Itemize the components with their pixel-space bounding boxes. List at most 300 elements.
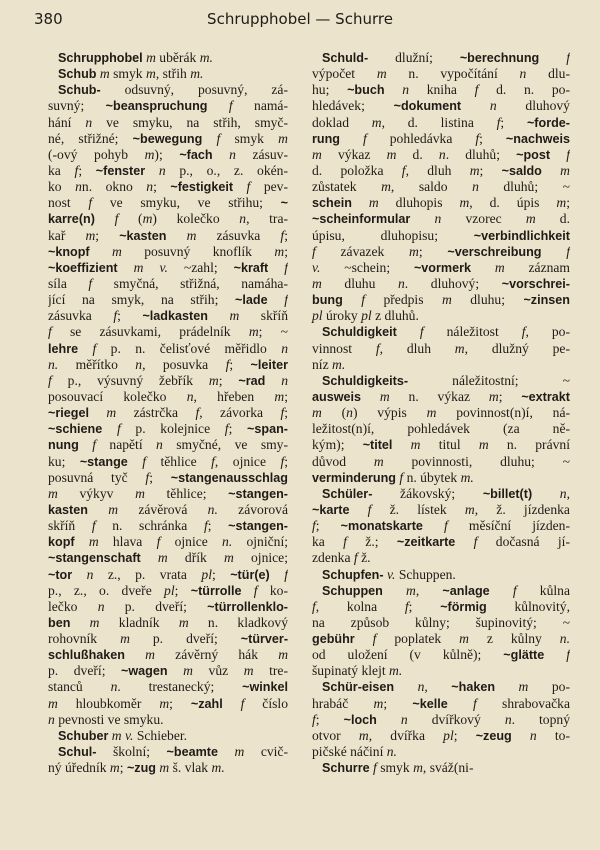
headword: ben — [48, 615, 71, 630]
gloss-text: , saldo — [390, 179, 473, 195]
grammar-label: f — [211, 453, 215, 469]
gloss-text: ; — [498, 388, 522, 404]
gloss-text: níz — [312, 356, 333, 372]
grammar-label: m — [454, 340, 465, 356]
grammar-label: f — [156, 534, 161, 550]
entry-line — [48, 599, 288, 615]
grammar-label: pl — [312, 308, 323, 324]
entry-line — [312, 115, 570, 131]
entry-line — [312, 228, 570, 244]
entry-line — [48, 82, 288, 98]
grammar-label: m — [109, 760, 120, 776]
grammar-label: n — [97, 598, 105, 614]
headword: ~titel — [362, 438, 393, 453]
entry-line — [312, 486, 570, 502]
entry-line — [312, 599, 570, 615]
grammar-label: m — [243, 663, 254, 679]
gloss-text: poplatek — [376, 631, 460, 647]
headword: nung — [48, 438, 79, 453]
gloss-text: ; — [418, 243, 448, 259]
gloss-text: lečko — [48, 598, 98, 614]
entry-line — [312, 615, 570, 631]
grammar-label: f — [74, 162, 79, 178]
gloss-text — [541, 244, 566, 259]
grammar-label: m — [224, 550, 234, 566]
gloss-text: ~zahl; — [167, 259, 234, 275]
gloss-text: d. položka — [312, 162, 402, 178]
headword: ~festigkeit — [170, 180, 234, 195]
gloss-text: dluhu — [321, 275, 398, 291]
grammar-label: m — [159, 695, 170, 711]
grammar-label: f — [367, 501, 372, 517]
entry-line — [48, 115, 288, 131]
entry-line — [312, 679, 570, 695]
headword: ausweis — [312, 389, 362, 404]
headword: lehre — [48, 341, 79, 356]
gloss-text: stanců — [48, 679, 111, 695]
entry-line — [312, 437, 570, 453]
gloss-text: ( — [321, 405, 347, 421]
entry-line — [48, 760, 288, 776]
grammar-label: f — [88, 275, 93, 291]
gloss-text — [88, 502, 108, 517]
grammar-label: pl — [361, 308, 372, 324]
entry-line — [312, 405, 570, 421]
gloss-text: , hřeben — [193, 388, 275, 404]
entry-line — [48, 470, 288, 486]
grammar-label: f — [312, 243, 316, 259]
gloss-text — [70, 615, 89, 630]
gloss-text — [141, 550, 158, 565]
gloss-text — [207, 98, 228, 113]
gloss-text: dlužní; — [368, 50, 460, 65]
headword: ~fach — [179, 147, 213, 162]
headword: Schul- — [58, 745, 97, 760]
gloss-text: ) výpis — [352, 405, 427, 421]
entry-line — [312, 712, 570, 728]
gloss-text: pičské náčiní — [312, 744, 387, 760]
headword: Schuldigkeit — [322, 325, 397, 340]
gloss-text: ž. lístek — [371, 501, 465, 517]
grammar-label: m — [459, 631, 469, 647]
entry-line — [312, 147, 570, 163]
grammar-label: f — [566, 647, 570, 663]
gloss-text: , — [415, 582, 443, 598]
gloss-text: ; — [228, 421, 248, 437]
grammar-label: m — [144, 146, 155, 162]
grammar-label: m — [145, 66, 156, 82]
gloss-text: ; ~ — [258, 324, 288, 340]
gloss-text: p. kolejnice — [120, 421, 225, 437]
gloss-text: p. dveří; — [129, 631, 241, 647]
gloss-text — [490, 583, 513, 598]
gloss-text: p., výsuvný žebřík — [51, 372, 209, 388]
gloss-text: ; — [383, 695, 413, 711]
gloss-text — [213, 147, 230, 162]
headword: ~tor — [48, 567, 73, 582]
gloss-text — [128, 454, 142, 469]
headword: ~stangen- — [228, 519, 288, 534]
entry-line — [312, 244, 570, 260]
grammar-label: f — [145, 469, 150, 485]
headword: ~stange — [79, 454, 128, 469]
headword: ~leiter — [250, 357, 288, 372]
headword: ~türrolle — [190, 583, 242, 598]
gloss-text: n. výkaz — [389, 388, 489, 404]
gloss-text: těhlice — [146, 453, 212, 469]
entry-line — [48, 486, 288, 502]
gloss-text — [241, 583, 253, 598]
gloss-text: po- — [528, 679, 570, 695]
headword: ~monatskarte — [340, 519, 423, 534]
gloss-text: předpis — [365, 292, 442, 308]
grammar-label: m — [146, 50, 156, 65]
gloss-text: úpisu, dluhopisu; — [312, 227, 474, 243]
entry-line — [48, 341, 288, 357]
gloss-text: kař — [48, 227, 86, 243]
gloss-text: ; — [408, 598, 441, 614]
entry-line — [312, 324, 570, 340]
gloss-text — [361, 389, 380, 404]
gloss-text: ; — [78, 162, 96, 178]
gloss-text: odsuvný, posuvný, zá- — [100, 82, 288, 98]
headword: ~kasten — [119, 228, 167, 243]
gloss-text: (-ový pohyb — [48, 146, 145, 162]
gloss-text: ve smyku, ve střihu; — [92, 195, 281, 211]
headword: ~knopf — [48, 244, 90, 259]
grammar-label: m. — [389, 663, 403, 679]
gloss-text: p. dveří; — [104, 598, 208, 614]
entry-line — [48, 405, 288, 421]
gloss-text: smyk — [220, 130, 279, 146]
entry-line — [312, 389, 570, 405]
grammar-label: f — [343, 534, 347, 550]
grammar-label: n. — [48, 356, 59, 372]
gloss-text — [202, 131, 216, 146]
grammar-label: m — [99, 66, 110, 82]
grammar-label: f — [284, 259, 288, 275]
grammar-label: n — [48, 711, 55, 727]
gloss-text: , d. úpis — [469, 195, 557, 211]
entry-line — [48, 389, 288, 405]
grammar-label: n. — [559, 631, 570, 647]
gloss-text: ko — [48, 179, 76, 195]
headword: Schuppen — [322, 583, 383, 598]
gloss-text — [392, 437, 410, 452]
gloss-text: , dvířka — [368, 727, 444, 743]
gloss-text: dluhů; ~ — [478, 179, 570, 195]
headword: kasten — [48, 502, 88, 517]
grammar-label: f — [284, 292, 288, 308]
grammar-label: f — [475, 130, 480, 146]
gloss-text: , dluh — [405, 162, 470, 178]
entry-line — [312, 179, 570, 195]
gloss-text: n. právní — [488, 437, 570, 453]
entry-line — [48, 211, 288, 227]
gloss-text: zdenka — [312, 550, 354, 566]
headword: ~zug — [126, 761, 156, 776]
gloss-text: dluhový — [496, 98, 570, 114]
entry-line — [48, 647, 288, 663]
grammar-label: m — [371, 114, 382, 130]
gloss-text: p. dveří; — [48, 663, 122, 679]
grammar-label: n — [434, 211, 442, 227]
gloss-text — [455, 534, 473, 549]
grammar-label: m — [108, 501, 119, 517]
headword: karre(n) — [48, 212, 95, 227]
grammar-label: f — [473, 695, 477, 711]
gloss-text — [72, 567, 86, 582]
grammar-label: m — [459, 195, 470, 211]
gloss-text — [95, 211, 115, 226]
gloss-text: namá- — [232, 98, 288, 114]
gloss-text: otvor — [312, 727, 359, 743]
grammar-label: m — [312, 275, 322, 291]
gloss-text — [495, 679, 519, 694]
gloss-text: ve smyku, na střih, smyč- — [92, 114, 288, 130]
grammar-label: m — [560, 162, 570, 178]
gloss-text — [75, 534, 89, 549]
entry-line — [48, 518, 288, 534]
grammar-label: m — [469, 162, 480, 178]
gloss-text: smyčná, střižná, namáha- — [92, 275, 288, 291]
gloss-text: nost — [48, 195, 89, 211]
grammar-label: n — [186, 388, 194, 404]
gloss-text: d. — [535, 211, 570, 227]
grammar-label: m — [135, 485, 145, 501]
entry-line — [48, 373, 288, 389]
gloss-text: skříň — [48, 518, 92, 534]
gloss-text: ; — [284, 405, 288, 421]
headword: ~haken — [451, 680, 496, 695]
grammar-label: m — [488, 388, 499, 404]
entry-line — [312, 421, 570, 437]
gloss-text — [512, 728, 530, 743]
gloss-text — [270, 567, 284, 582]
grammar-label: n — [158, 162, 166, 178]
gloss-text: n. úbytek — [403, 469, 461, 485]
gloss-text — [78, 341, 92, 356]
grammar-label: n — [472, 179, 479, 195]
gloss-text: ; — [315, 711, 344, 727]
entry-line — [312, 760, 570, 776]
gloss-text: ojniční; — [232, 534, 288, 550]
grammar-label: f — [113, 308, 118, 324]
grammar-label: f — [361, 292, 366, 308]
grammar-label: f — [401, 162, 406, 178]
headword: ~karte — [312, 502, 350, 517]
grammar-label: f — [474, 82, 479, 98]
headword: Schuld- — [322, 51, 369, 65]
grammar-label: f — [312, 598, 316, 614]
headword: verminderung — [312, 470, 396, 485]
headword: ~saldo — [501, 163, 542, 178]
gloss-text: , střih — [155, 66, 191, 82]
entry-line — [312, 550, 570, 566]
gloss-text: kůlnovitý, — [486, 598, 570, 614]
gloss-text: hloubkoměr — [57, 695, 160, 711]
headword: ~glätte — [503, 648, 545, 663]
grammar-label: m — [186, 227, 197, 243]
gloss-text: ; — [211, 566, 231, 582]
gloss-text: , tra- — [246, 211, 288, 227]
headword: Schuber — [58, 728, 109, 743]
gloss-text — [118, 260, 134, 275]
grammar-label: f — [372, 631, 377, 647]
headword: rung — [312, 131, 340, 146]
headword: schlußhaken — [48, 648, 125, 663]
grammar-label: n — [281, 340, 288, 356]
headword: ~scheinformular — [312, 212, 411, 227]
entry-line — [312, 292, 570, 308]
grammar-label: f — [280, 405, 285, 421]
entry-line — [48, 131, 288, 147]
grammar-label: f — [92, 340, 97, 356]
gloss-text: , — [424, 679, 452, 695]
entry-line — [312, 82, 570, 98]
gloss-text — [265, 373, 281, 388]
grammar-label: f — [240, 695, 245, 711]
gloss-text: n. kladkový — [188, 614, 288, 630]
grammar-label: f — [399, 469, 404, 485]
entry-line — [312, 567, 570, 583]
entry-line — [312, 454, 570, 470]
entry-line — [48, 228, 288, 244]
gloss-text: úroky — [322, 308, 362, 324]
gloss-text — [145, 163, 159, 178]
headword: ~riegel — [48, 406, 89, 421]
gloss-text: žákovský; — [372, 485, 483, 501]
grammar-label: f — [195, 405, 200, 421]
gloss-text: závěrný hák — [155, 647, 279, 663]
gloss-text — [532, 486, 560, 501]
grammar-label: m — [358, 727, 369, 743]
headword: ~wagen — [121, 664, 168, 679]
gloss-text: p. n. čelisťové měřidlo — [96, 340, 282, 356]
headword: ~türrollenklo- — [207, 599, 288, 614]
gloss-text: ný úředník — [48, 760, 110, 776]
gloss-text: ( — [118, 211, 143, 227]
grammar-label: n — [417, 679, 425, 695]
grammar-label: m — [85, 227, 96, 243]
entry-line — [312, 502, 570, 518]
grammar-label: n — [229, 146, 236, 162]
gloss-text: z dluhů. — [371, 308, 419, 324]
entry-line — [48, 324, 288, 340]
grammar-label: n. — [222, 534, 233, 550]
headword: ~stangen- — [228, 486, 288, 501]
gloss-text: dřík — [167, 550, 224, 566]
grammar-label: m — [386, 146, 397, 162]
grammar-label: m. — [190, 66, 204, 82]
gloss-text: ; — [284, 227, 288, 243]
grammar-label: m — [274, 388, 285, 404]
grammar-label: m — [112, 243, 122, 259]
gloss-text: to- — [536, 727, 570, 743]
grammar-label: m — [409, 243, 419, 259]
grammar-label: f — [362, 130, 367, 146]
headword: ~fenster — [95, 163, 146, 178]
gloss-text — [397, 324, 420, 339]
grammar-label: n — [519, 66, 527, 82]
headword: ~verbindlichkeit — [473, 228, 570, 243]
gloss-text: . trestanecký; — [117, 679, 243, 695]
grammar-label: f — [473, 534, 478, 550]
headword: ~kraft — [233, 260, 269, 275]
gloss-text: ; — [153, 179, 171, 195]
grammar-label: m — [106, 405, 117, 421]
grammar-label: f — [253, 582, 258, 598]
gloss-text: titul — [420, 437, 479, 453]
grammar-label: f — [566, 50, 570, 65]
grammar-label: pl — [443, 727, 454, 743]
gloss-text — [168, 663, 184, 678]
grammar-label: f — [566, 243, 570, 259]
gloss-text: ž.; — [346, 534, 397, 550]
grammar-label: m — [48, 485, 58, 501]
gloss-text: ; — [229, 356, 251, 372]
gloss-text: smyčné, ve smy- — [162, 437, 288, 453]
gloss-text: smyk — [376, 760, 414, 776]
entry-line — [48, 615, 288, 631]
gloss-text: náležitostní; ~ — [408, 372, 570, 388]
grammar-label: n — [529, 727, 537, 743]
grammar-label: n — [239, 211, 247, 227]
grammar-label: m — [406, 582, 416, 598]
gloss-text — [340, 131, 363, 146]
gloss-text: ; — [119, 760, 127, 776]
gloss-text: dlu- — [526, 66, 570, 82]
headword: ~koeffizient — [48, 260, 118, 275]
gloss-text — [539, 50, 566, 65]
grammar-label: m — [494, 259, 505, 275]
gloss-text: tre- — [253, 663, 288, 679]
gloss-text: náležitost — [423, 324, 522, 340]
headword: Schür-eisen — [322, 680, 395, 695]
grammar-label: v. — [159, 259, 168, 275]
gloss-text: , dluh — [379, 340, 455, 356]
gloss-text: doklad — [312, 114, 372, 130]
gloss-text: zásuvka — [196, 227, 281, 243]
entry-line — [48, 357, 288, 373]
gloss-text: ; — [479, 162, 502, 178]
grammar-label: m — [133, 259, 144, 275]
grammar-label: m — [142, 211, 153, 227]
grammar-label: n — [346, 405, 353, 421]
headword: ~anlage — [442, 583, 490, 598]
gloss-text: ; — [169, 695, 191, 711]
grammar-label: f — [521, 324, 526, 340]
grammar-label: m — [248, 324, 259, 340]
grammar-label: m — [426, 405, 437, 421]
running-head: Schrupphobel — Schurre — [207, 10, 393, 28]
grammar-label: n — [438, 146, 446, 162]
grammar-label: f — [203, 518, 208, 534]
grammar-label: f — [92, 437, 96, 453]
gloss-text: napětí — [95, 437, 157, 453]
gloss-text — [268, 260, 284, 275]
headword: ~stangenschaft — [48, 551, 141, 566]
gloss-text: skříň — [239, 308, 288, 324]
gloss-text: ); — [154, 146, 180, 162]
gloss-text: ka — [48, 162, 75, 178]
entry-line — [312, 98, 570, 114]
grammar-label: n — [146, 179, 154, 195]
grammar-label: f — [353, 550, 358, 566]
grammar-label: m — [157, 550, 168, 566]
entry-line — [312, 195, 570, 211]
headword: ~kelle — [412, 696, 448, 711]
